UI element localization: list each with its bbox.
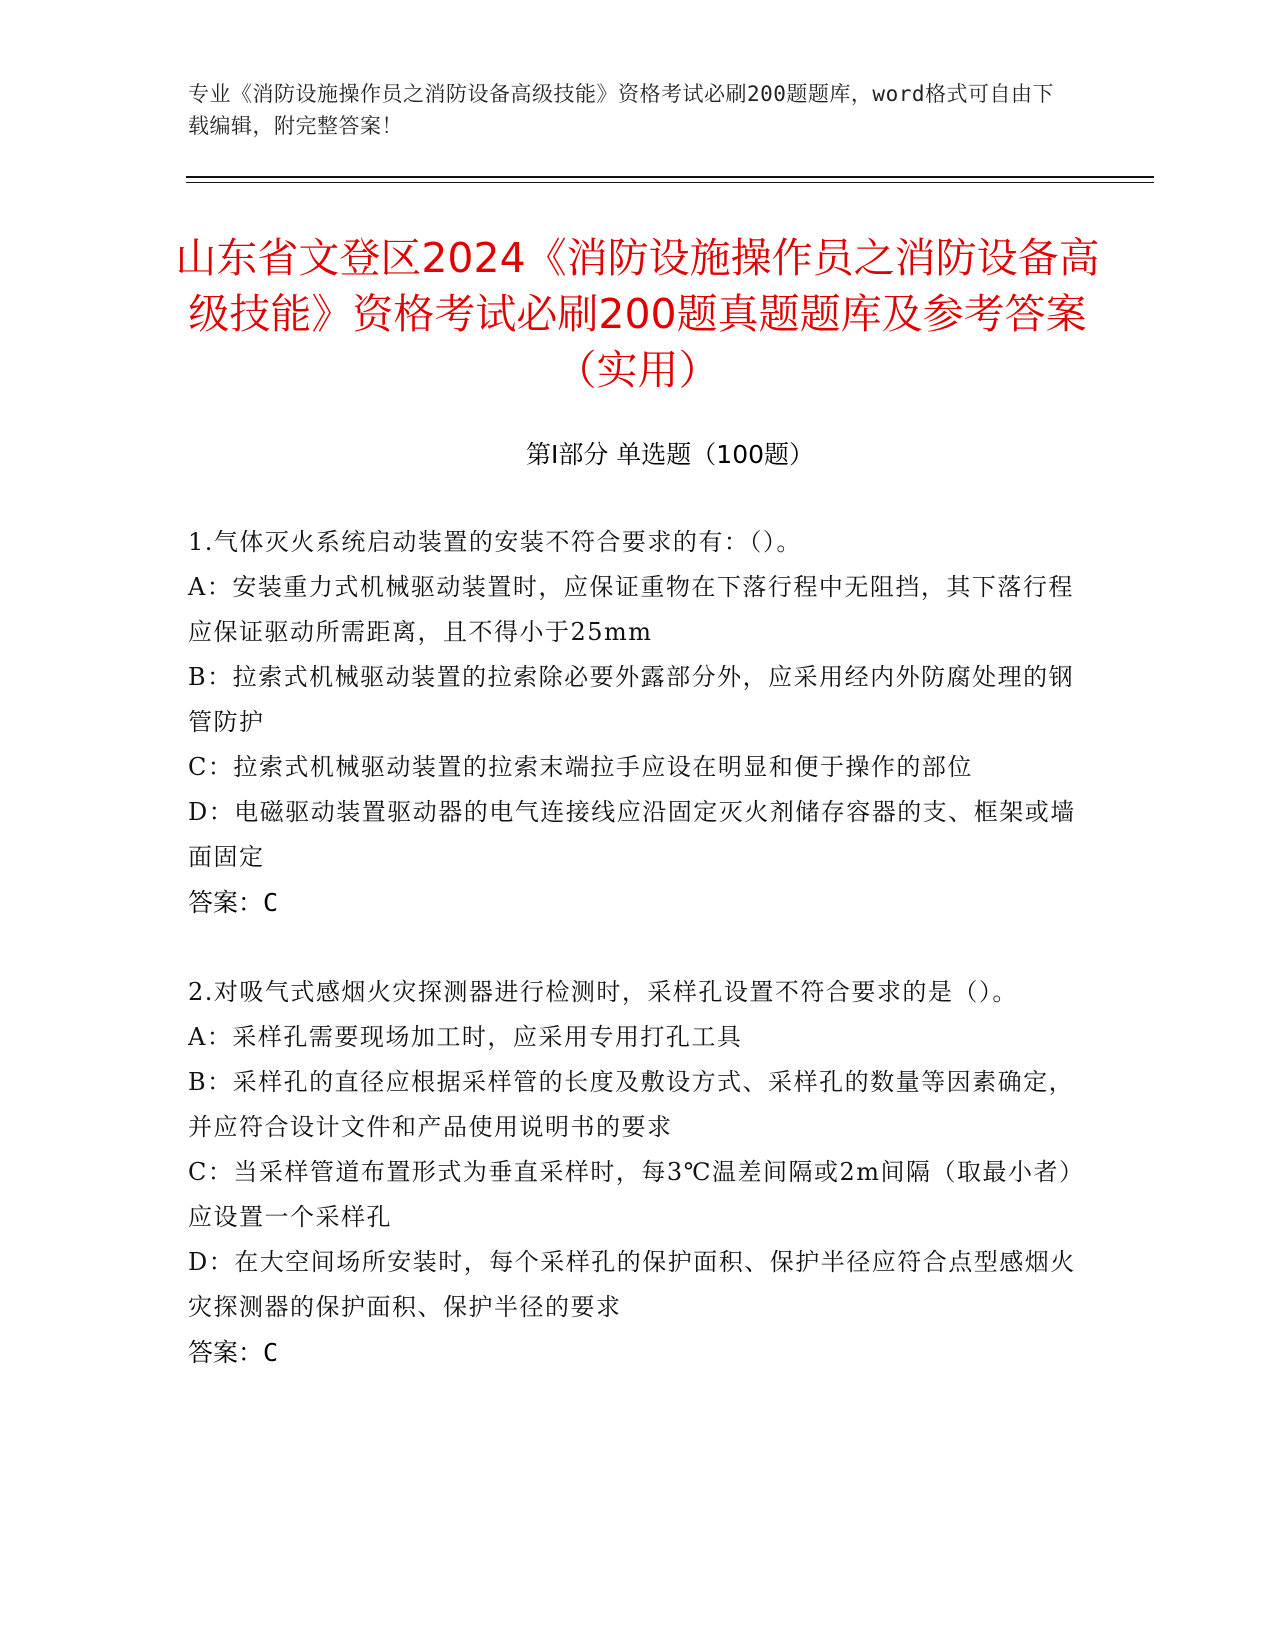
option-b: B：采样孔的直径应根据采样管的长度及敷设方式、采样孔的数量等因素确定，并应符合设计文件和产品使用说明书的要求 bbox=[188, 1068, 1075, 1141]
answer-value: C bbox=[263, 888, 279, 917]
document-title: 山东省文登区2024《消防设施操作员之消防设备高级技能》资格考试必刷200题真题题库及参考答案（实用） bbox=[175, 234, 1100, 394]
option-c: C：当采样管道布置形式为垂直采样时，每3℃温差间隔或2m间隔（取最小者）应设置一个采样孔 bbox=[188, 1158, 1073, 1231]
option-c: C：拉索式机械驱动装置的拉索末端拉手应设在明显和便于操作的部位 bbox=[188, 753, 973, 781]
option-d: D：电磁驱动装置驱动器的电气连接线应沿固定灭火剂储存容器的支、框架或墙面固定 bbox=[188, 798, 1076, 871]
header-divider-thin bbox=[186, 182, 1154, 183]
question-2 bbox=[188, 970, 1078, 1376]
option-d: D：在大空间场所安装时，每个采样孔的保护面积、保护半径应符合点型感烟火灾探测器的保护面积、保护半径的要求 bbox=[188, 1248, 1076, 1321]
answer-line bbox=[188, 880, 1078, 926]
question-stem: 1.气体灭火系统启动装置的安装不符合要求的有：（）。 bbox=[188, 528, 802, 556]
question-list bbox=[188, 520, 1078, 1420]
option-a: A：安装重力式机械驱动装置时，应保证重物在下落行程中无阻挡，其下落行程应保证驱动所需距离，且不得小于25mm bbox=[188, 573, 1074, 646]
question-stem: 2.对吸气式感烟火灾探测器进行检测时，采样孔设置不符合要求的是（）。 bbox=[188, 978, 1018, 1006]
option-b: B：拉索式机械驱动装置的拉索除必要外露部分外，应采用经内外防腐处理的钢管防护 bbox=[188, 663, 1075, 736]
question-1 bbox=[188, 520, 1078, 926]
answer-label: 答案： bbox=[188, 888, 264, 917]
answer-value: C bbox=[263, 1338, 279, 1367]
header-divider-thick bbox=[186, 176, 1154, 178]
header-note: 专业《消防设施操作员之消防设备高级技能》资格考试必刷200题题库，word格式可自由下载编辑，附完整答案！ bbox=[188, 82, 1054, 138]
option-a: A：采样孔需要现场加工时，应采用专用打孔工具 bbox=[188, 1023, 743, 1051]
answer-line bbox=[188, 1330, 1078, 1376]
answer-label: 答案： bbox=[188, 1338, 264, 1367]
section-title: 第Ⅰ部分 单选题（100题） bbox=[525, 440, 815, 469]
